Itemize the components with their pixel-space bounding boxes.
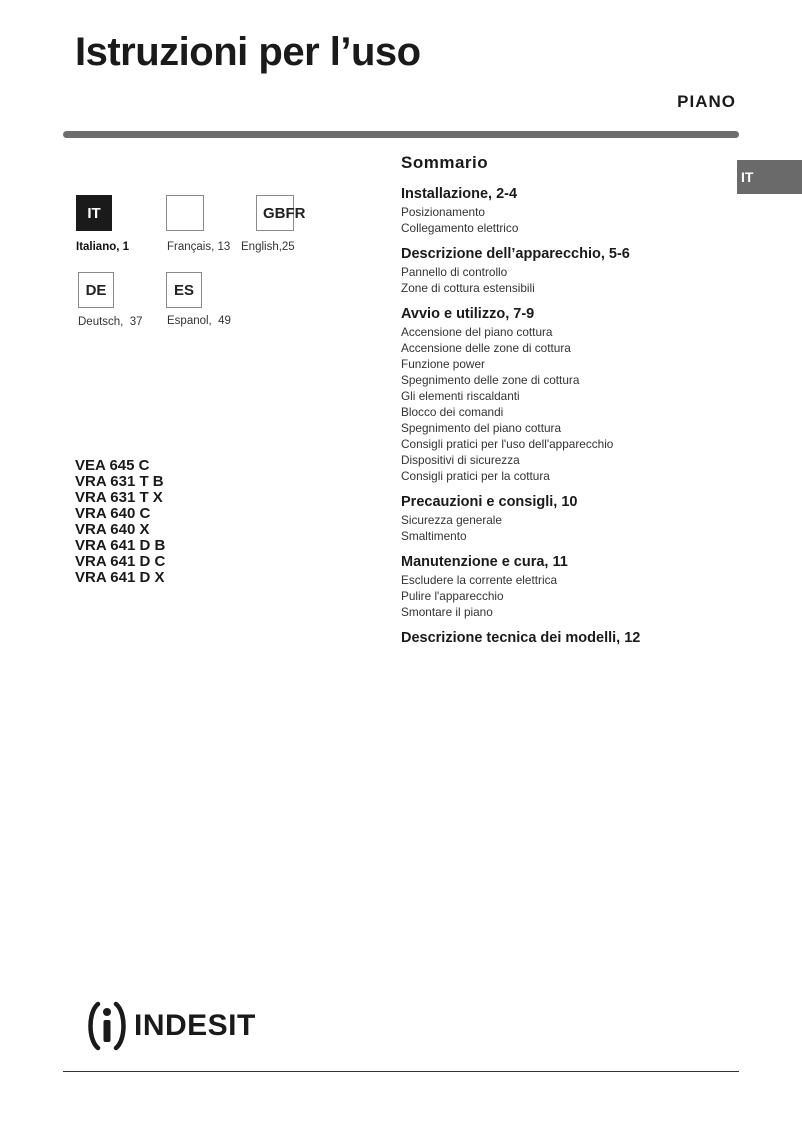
- model-list: [75, 458, 165, 586]
- toc-item[interactable]: Blocco dei comandi: [401, 405, 504, 419]
- toc-section-heading[interactable]: Descrizione tecnica dei modelli, 12: [401, 630, 641, 646]
- language-tab: IT: [737, 160, 802, 194]
- language-label-english[interactable]: English,25: [241, 241, 295, 253]
- toc-item[interactable]: Pulire l'apparecchio: [401, 589, 504, 603]
- toc-section: [401, 305, 741, 484]
- toc-item[interactable]: Accensione delle zone di cottura: [401, 341, 571, 355]
- toc-section-heading[interactable]: Precauzioni e consigli, 10: [401, 494, 578, 510]
- flag-de[interactable]: DE: [78, 272, 114, 308]
- toc-item[interactable]: Dispositivi di sicurezza: [401, 453, 520, 467]
- toc-item[interactable]: Pannello di controllo: [401, 265, 508, 279]
- toc-item[interactable]: Smaltimento: [401, 529, 467, 543]
- toc-item[interactable]: Sicurezza generale: [401, 513, 502, 527]
- flag-fr[interactable]: [166, 195, 204, 231]
- language-label-french[interactable]: Français, 13: [167, 241, 231, 253]
- toc-section: [401, 629, 741, 647]
- flag-it[interactable]: IT: [76, 195, 112, 231]
- model-item: VRA 631 T B: [75, 473, 164, 490]
- indesit-logo-icon: [86, 998, 128, 1054]
- page-title: Istruzioni per l’uso: [75, 30, 421, 74]
- toc-item[interactable]: Spegnimento delle zone di cottura: [401, 373, 580, 387]
- flag-gb-fr[interactable]: GBFR: [256, 195, 294, 231]
- toc-item[interactable]: Gli elementi riscaldanti: [401, 389, 520, 403]
- model-item: VRA 641 D X: [75, 569, 165, 586]
- toc-item[interactable]: Collegamento elettrico: [401, 221, 519, 235]
- toc-item[interactable]: Smontare il piano: [401, 605, 493, 619]
- language-label-spanish[interactable]: Espanol, 49: [167, 315, 231, 327]
- toc-section: [401, 493, 741, 544]
- toc-item[interactable]: Accensione del piano cottura: [401, 325, 553, 339]
- table-of-contents: [401, 153, 741, 656]
- model-item: VRA 640 C: [75, 505, 151, 522]
- brand-logo: [86, 998, 256, 1054]
- toc-section-heading[interactable]: Installazione, 2-4: [401, 186, 518, 202]
- model-item: VEA 645 C: [75, 457, 150, 474]
- toc-section: [401, 245, 741, 296]
- footer-divider: [63, 1071, 739, 1072]
- toc-section-heading[interactable]: Manutenzione e cura, 11: [401, 554, 568, 570]
- product-category: PIANO: [677, 92, 736, 111]
- toc-item[interactable]: Funzione power: [401, 357, 485, 371]
- toc-section: [401, 553, 741, 620]
- toc-item[interactable]: Escludere la corrente elettrica: [401, 573, 558, 587]
- toc-sections: [401, 185, 741, 647]
- toc-title: Sommario: [401, 153, 489, 172]
- model-item: VRA 640 X: [75, 521, 150, 538]
- toc-item[interactable]: Consigli pratici per l'uso dell'apparecchio: [401, 437, 614, 451]
- language-label-german[interactable]: Deutsch, 37: [78, 316, 143, 328]
- toc-item[interactable]: Spegnimento del piano cottura: [401, 421, 562, 435]
- brand-name: INDESIT: [134, 1009, 256, 1042]
- toc-section-heading[interactable]: Avvio e utilizzo, 7-9: [401, 306, 535, 322]
- flag-es[interactable]: ES: [166, 272, 202, 308]
- toc-item[interactable]: Zone di cottura estensibili: [401, 281, 535, 295]
- toc-section: [401, 185, 741, 236]
- toc-item[interactable]: Consigli pratici per la cottura: [401, 469, 550, 483]
- language-label-italian[interactable]: Italiano, 1: [76, 241, 130, 253]
- model-item: VRA 641 D B: [75, 537, 166, 554]
- toc-section-heading[interactable]: Descrizione dell’apparecchio, 5-6: [401, 246, 630, 262]
- header-divider: [63, 131, 739, 138]
- model-item: VRA 631 T X: [75, 489, 163, 506]
- model-item: VRA 641 D C: [75, 553, 166, 570]
- toc-item[interactable]: Posizionamento: [401, 205, 485, 219]
